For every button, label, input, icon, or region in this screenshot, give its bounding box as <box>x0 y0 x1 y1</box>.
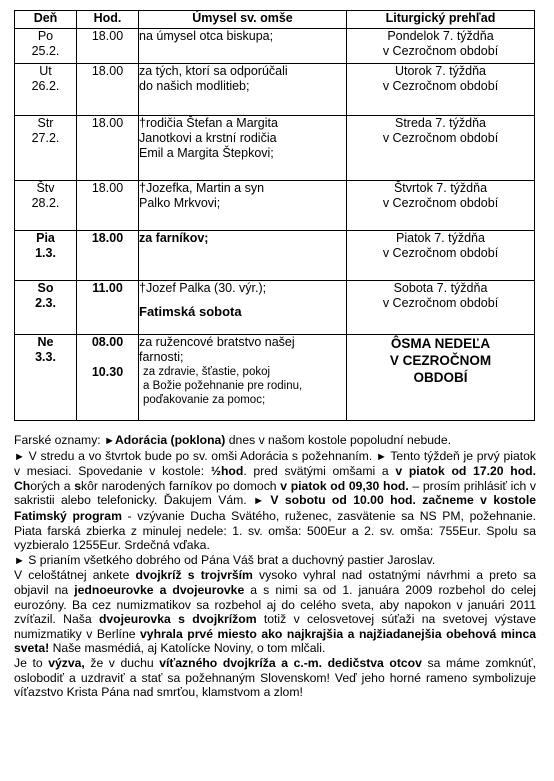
text-run: v piatok od 09,30 hod. <box>280 478 409 493</box>
liturgy-line: v Cezročnom období <box>382 296 499 310</box>
liturgy-line: Piatok 7. týždňa <box>396 231 485 245</box>
day-cell <box>15 64 77 116</box>
day-cell <box>15 181 77 231</box>
intention-line: †Jozef Palka (30. výr.); <box>139 281 267 295</box>
arrow-icon: ► <box>14 450 25 463</box>
liturgy-line: v Cezročnom období <box>382 44 499 58</box>
day-cell <box>15 281 77 335</box>
intention-line: do našich modlitieb; <box>139 79 250 93</box>
table-row <box>15 335 535 421</box>
text-run: vyhrala prvé miesto ako najkrajšia a najžiadanejšia obehová minca sveta! <box>14 626 536 656</box>
arrow-icon: ► <box>375 450 387 463</box>
table-row <box>15 181 535 231</box>
intention-line: na úmysel otca biskupa; <box>139 29 274 43</box>
day-name: Pia <box>36 231 55 245</box>
text-run: . pred svätými omšami a <box>243 464 396 479</box>
intention-line: poďakovanie za pomoc; <box>143 394 266 406</box>
announcement-paragraph <box>14 449 536 553</box>
intention-line: farnosti; <box>139 350 184 364</box>
header-intention: Úmysel sv. omše <box>139 11 347 29</box>
day-cell <box>15 335 77 421</box>
day-name: Po <box>37 29 54 43</box>
parish-announcements <box>14 433 536 700</box>
liturgy-cell <box>347 281 535 335</box>
text-run: ½hod <box>210 464 244 479</box>
liturgy-cell <box>347 116 535 181</box>
table-row <box>15 231 535 281</box>
intention-line: za ružencové bratstvo našej <box>139 335 295 349</box>
liturgy-line: ÔSMA NEDEĽA <box>390 336 491 351</box>
text-run: Naše masmédiá, aj Katolícke Noviny, o tom mlčali. <box>49 641 326 656</box>
text-run: V stredu a vo štvrtok bude po sv. omši Adorácia s požehnaním. <box>24 448 376 463</box>
liturgy-line: Streda 7. týždňa <box>394 116 487 130</box>
text-run: v piatok od 17.20 hod. Ch <box>14 464 536 493</box>
hour-cell <box>77 335 139 421</box>
text-run: že v duchu <box>84 655 160 670</box>
day-date: 2.3. <box>35 296 56 310</box>
header-liturgy: Liturgický prehľad <box>347 11 535 29</box>
liturgy-cell <box>347 29 535 64</box>
text-run: dvojeurovka s dvojkrížom <box>98 612 257 627</box>
intention-cell <box>139 181 347 231</box>
text-run: sa máme zomknúť, oslobodiť a uzdraviť a stať sa požehnaným Slovenskom! Veď jeho horné rameno symbolizuje víťazstvo Krista Pána nad smrťou, klamstvom a zlom! <box>14 655 537 700</box>
day-date: 26.2. <box>31 79 60 93</box>
day-name: Ne <box>37 335 54 349</box>
liturgy-line: v Cezročnom období <box>382 196 499 210</box>
day-name: Ut <box>39 64 52 78</box>
hour-cell: 18.00 <box>77 231 139 281</box>
intention-line: za zdravie, šťastie, pokoj <box>143 366 271 378</box>
text-run: jednoeurovke a dvojeurovke <box>74 582 245 597</box>
announcement-paragraph <box>14 568 536 656</box>
text-run: – prosím prihlásiť ich v sakristii alebo telefonicky. Ďakujem Vám. <box>14 478 536 508</box>
text-run: výzva, <box>48 655 85 670</box>
day-cell <box>15 29 77 64</box>
day-date: 27.2. <box>31 131 60 145</box>
liturgy-line: v Cezročnom období <box>382 246 499 260</box>
liturgy-line: V CEZROČNOM <box>389 353 492 368</box>
text-run: vysoko vyhral nad ostatnými návrhmi a preto sa objavil na <box>14 568 536 597</box>
text-run: S prianím všetkého dobrého od Pána Váš brat a duchovný pastier Jaroslav. <box>24 552 436 567</box>
announcement-paragraph <box>14 433 536 449</box>
hour-cell: 18.00 <box>77 29 139 64</box>
liturgy-cell <box>347 181 535 231</box>
text-run: dvojkríž s trojvrším <box>135 568 253 583</box>
header-day: Deň <box>15 11 77 29</box>
announcement-paragraph <box>14 553 536 569</box>
liturgy-cell <box>347 64 535 116</box>
intention-line: Emil a Margita Štepkovi; <box>139 146 274 160</box>
intention-line: a Božie požehnanie pre rodinu, <box>143 380 303 392</box>
liturgy-cell <box>347 231 535 281</box>
header-hour: Hod. <box>77 11 139 29</box>
intention-line: Palko Mrkvovi; <box>139 196 221 210</box>
text-run: totiž v celosvetovej súťaži na svetovej výstave numizmatiky v Berlíne <box>14 612 537 641</box>
text-run: Farské oznamy: <box>14 433 105 447</box>
arrow-icon: ► <box>253 495 264 508</box>
table-row <box>15 116 535 181</box>
intention-cell <box>139 335 347 421</box>
liturgy-line: Sobota 7. týždňa <box>393 281 488 295</box>
text-run: orých a <box>30 478 75 493</box>
text-run: - vzývanie Ducha Svätého, ruženec, zasvätenie sa NS PM, požehnanie. Piata farská zbierka z minulej nedele: 1. sv. omša: 500Eur a 2. sv. omša: 755Eur. Spolu sa vyzbieralo 1255Eur. Srdečná vďaka. <box>14 508 536 553</box>
hour-cell: 18.00 <box>77 64 139 116</box>
table-header-row <box>15 11 535 29</box>
text-run: dnes v našom kostole popoludní nebude. <box>225 433 452 447</box>
day-name: Str <box>37 116 54 130</box>
intention-line: za farníkov; <box>139 231 209 245</box>
text-run: V sobotu od 10.00 hod. začneme v kostole Fatimský program <box>14 493 536 523</box>
announcement-paragraph <box>14 656 536 700</box>
intention-cell <box>139 116 347 181</box>
text-run: V celoštátnej ankete <box>14 568 136 583</box>
day-cell <box>15 231 77 281</box>
text-run: s <box>74 478 81 493</box>
liturgy-line: Pondelok 7. týždňa <box>387 29 494 43</box>
liturgy-line: Utorok 7. týždňa <box>394 64 486 78</box>
fatima-saturday-label: Fatimská sobota <box>139 304 242 319</box>
intention-line: za tých, ktorí sa odporúčali <box>139 64 288 78</box>
text-run: Adorácia (poklona) <box>114 433 226 447</box>
intention-cell <box>139 281 347 335</box>
day-cell <box>15 116 77 181</box>
arrow-icon: ► <box>14 554 25 567</box>
table-row <box>15 281 535 335</box>
text-run: víťazného dvojkríža a c.-m. dedičstva otcov <box>159 655 422 670</box>
hour-cell: 18.00 <box>77 116 139 181</box>
liturgy-line: OBDOBÍ <box>413 370 468 385</box>
day-date: 28.2. <box>31 196 60 210</box>
table-row <box>15 64 535 116</box>
intention-cell <box>139 231 347 281</box>
intention-line: †rodičia Štefan a Margita <box>139 116 278 130</box>
hour-cell: 18.00 <box>77 181 139 231</box>
hour-second: 10.30 <box>91 365 124 379</box>
liturgy-cell <box>347 335 535 421</box>
hour-first: 08.00 <box>91 335 124 349</box>
liturgy-line: Štvrtok 7. týždňa <box>393 181 488 195</box>
day-date: 1.3. <box>35 246 56 260</box>
hour-cell: 11.00 <box>77 281 139 335</box>
day-name: So <box>37 281 54 295</box>
day-date: 3.3. <box>35 350 56 364</box>
intention-cell <box>139 64 347 116</box>
table-row <box>15 29 535 64</box>
liturgy-line: v Cezročnom období <box>382 131 499 145</box>
text-run: Tento týždeň je prvý piatok v mesiaci. Spovedanie v kostole: <box>14 448 536 479</box>
day-name: Štv <box>36 181 55 195</box>
arrow-icon: ► <box>104 435 115 447</box>
intention-cell <box>139 29 347 64</box>
intention-line: †Jozefka, Martin a syn <box>139 181 265 195</box>
text-run: a s nimi sa od 1. januára 2009 rozbehol do celej eurozóny. Ba cez numizmatikov sa rozbehol aj do celého sveta, aby napokon v januári 2011 zvíťazil. Naša <box>14 582 536 627</box>
text-run: Je to <box>14 655 49 670</box>
text-run: kôr narodených farníkov po domoch <box>80 478 281 493</box>
liturgy-line: v Cezročnom období <box>382 79 499 93</box>
mass-schedule-table <box>14 10 535 421</box>
intention-line: Janotkovi a krstní rodičia <box>139 131 277 145</box>
day-date: 25.2. <box>31 44 60 58</box>
